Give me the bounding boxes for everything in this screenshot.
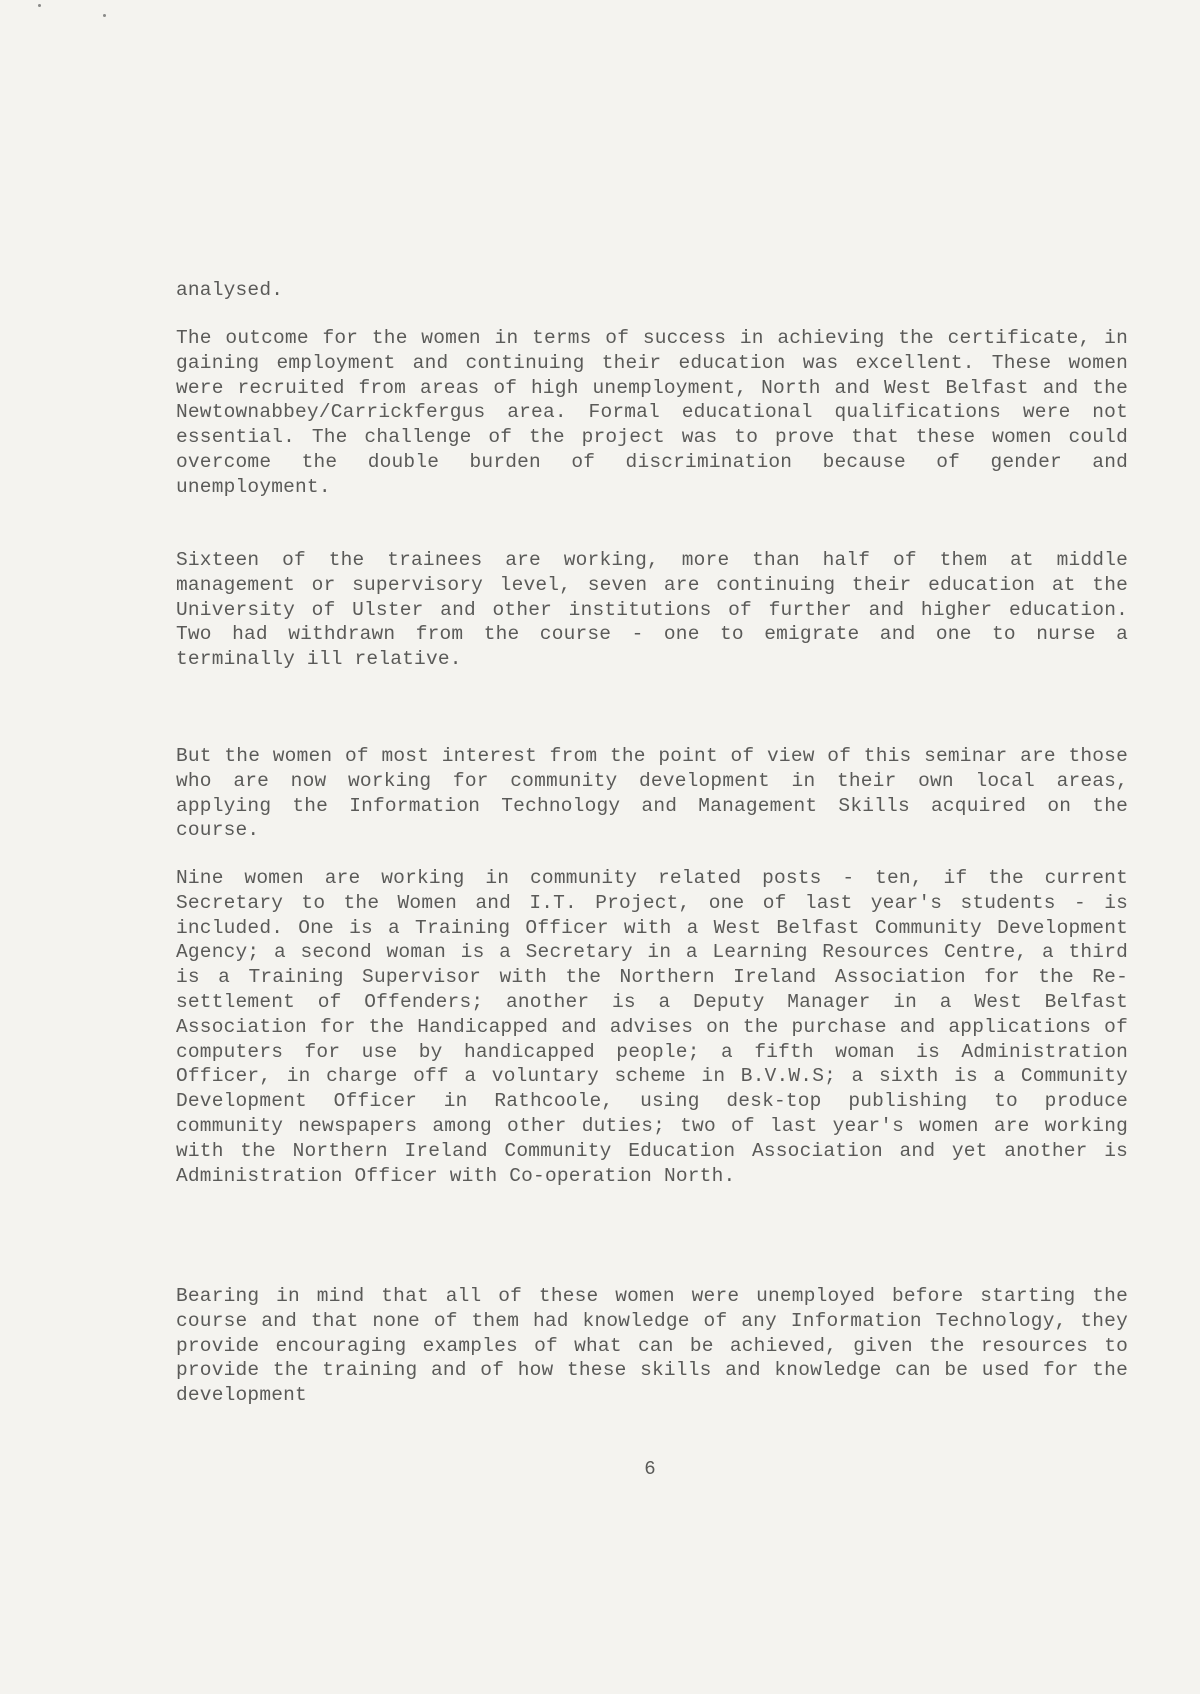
scan-speck xyxy=(103,14,106,17)
paragraph-bearing-in-mind: Bearing in mind that all of these women were unemployed before starting the course and that none of them had knowledge of any Information Technology, they provide encouraging examples of what can be achieved, given the resources to provide the training and of how these skills and knowledge can be used for the development xyxy=(176,1285,1128,1407)
page-number: 6 xyxy=(644,1458,656,1480)
paragraph-community-posts: Nine women are working in community related posts - ten, if the current Secretary to the Women and I.T. Project, one of last year's students - is included. One is a Training Officer with a West Belfast Community Development Agency; a second woman is a Secretary in a Learning Resources Centre, a third is a Training Supervisor with the Northern Ireland Association for the Re-settlement of Offenders; another is a Deputy Manager in a West Belfast Association for the Handicapped and advises on the purchase and applications of computers for use by handicapped people; a fifth woman is Administration Officer, in charge off a voluntary scheme in B.V.W.S; a sixth is a Community Development Officer in Rathcoole, using desk-top publishing to produce community newspapers among other duties; two of last year's women are working with the Northern Ireland Community Education Association and yet another is Administration Officer with Co-operation North. xyxy=(176,867,1128,1187)
scan-speck xyxy=(38,4,41,7)
paragraph-analysed: analysed. xyxy=(176,279,284,301)
paragraph-outcome: The outcome for the women in terms of success in achieving the certificate, in gaining employment and continuing their education was excellent. These women were recruited from areas of high unemployment, North and West Belfast and the Newtownabbey/Carrickfergus area. Formal educational qualifications were not essential. The challenge of the project was to prove that these women could overcome the double burden of discrimination because of gender and unemployment. xyxy=(176,327,1128,498)
paragraph-trainees-working: Sixteen of the trainees are working, more than half of them at middle management or supervisory level, seven are continuing their education at the University of Ulster and other institutions of further and higher education. Two had withdrawn from the course - one to emigrate and one to nurse a terminally ill relative. xyxy=(176,549,1128,671)
paragraph-community-development: But the women of most interest from the point of view of this seminar are those who are now working for community development in their own local areas, applying the Information Technology and Management Skills acquired on the course. xyxy=(176,745,1128,842)
